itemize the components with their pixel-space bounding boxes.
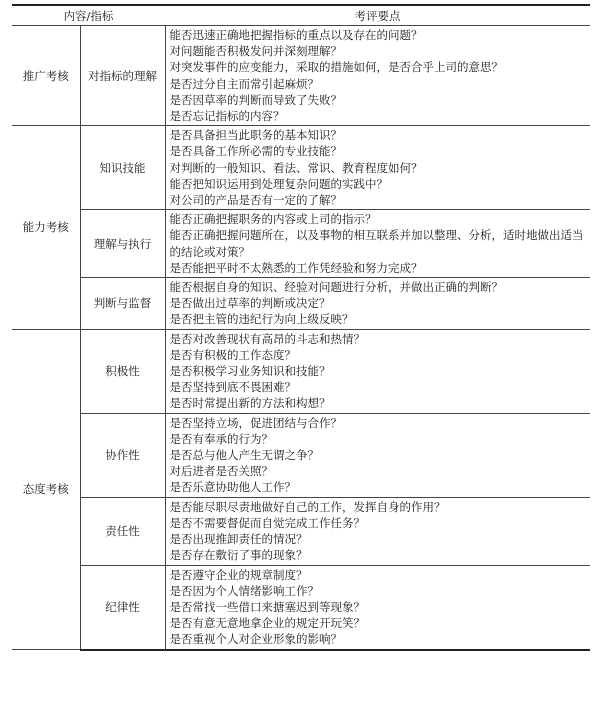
evaluation-point: 是否能尽职尽责地做好自己的工作，发挥自身的作用？	[169, 499, 446, 514]
evaluation-point: 对突发事件的应变能力，采取的措施如何，是否合乎上司的意思？	[169, 60, 503, 75]
evaluation-point: 是否对改善现状有高昂的斗志和热情？	[169, 331, 365, 346]
table-row	[12, 126, 590, 210]
indicator-cell: 对指标的理解	[80, 26, 165, 126]
evaluation-point: 对后进者是否关照？	[169, 464, 273, 479]
table-row	[12, 565, 590, 650]
evaluation-point: 能否根据自身的知识、经验对问题进行分析，并做出正确的判断？	[169, 280, 503, 295]
evaluation-point: 是否不需要督促而自觉完成工作任务？	[169, 515, 365, 530]
evaluation-point: 是否常找一些借口来搪塞迟到等现象？	[169, 599, 365, 614]
evaluation-point: 对判断的一般知识、看法、常识、教育程度如何？	[169, 160, 423, 175]
category-cell: 能力考核	[12, 126, 80, 329]
evaluation-point: 是否忘记指标的内容？	[169, 109, 285, 124]
points-cell	[165, 278, 590, 330]
indicator-cell: 理解与执行	[80, 210, 165, 278]
table-header-row	[12, 5, 590, 26]
evaluation-point: 是否因为个人情绪影响工作？	[169, 583, 319, 598]
indicator-cell: 责任性	[80, 497, 165, 565]
table-body	[12, 26, 590, 650]
indicator-cell: 知识技能	[80, 126, 165, 210]
header-points: 考评要点	[165, 5, 590, 26]
table-row	[12, 210, 590, 278]
points-cell	[165, 26, 590, 126]
table-row	[12, 497, 590, 565]
evaluation-point: 对问题能否积极发问并深刻理解？	[169, 44, 342, 59]
table-row	[12, 26, 590, 126]
evaluation-point: 是否总与他人产生无谓之争？	[169, 448, 319, 463]
evaluation-point: 能否正确把握职务的内容或上司的指示？	[169, 212, 377, 227]
evaluation-point: 是否积极学习业务知识和技能？	[169, 364, 331, 379]
evaluation-point: 是否有意无意地拿企业的规定开玩笑？	[169, 616, 365, 631]
evaluation-point: 是否因草率的判断而导致了失败？	[169, 92, 342, 107]
evaluation-point: 是否能把平时不太熟悉的工作凭经验和努力完成？	[169, 260, 423, 275]
header-indicator: 内容/指标	[12, 5, 165, 26]
evaluation-point: 是否遵守企业的规章制度？	[169, 567, 308, 582]
evaluation-point: 能否正确把握问题所在，以及事物的相互联系并加以整理、分析，适时地做出适当的结论或对策？	[169, 228, 584, 259]
evaluation-point: 是否存在敷衍了事的现象？	[169, 548, 308, 563]
category-cell: 态度考核	[12, 329, 80, 649]
evaluation-point: 是否坚持立场，促进团结与合作？	[169, 415, 342, 430]
points-cell	[165, 329, 590, 413]
points-cell	[165, 497, 590, 565]
evaluation-point: 能否把知识运用到处理复杂问题的实践中？	[169, 176, 388, 191]
evaluation-point: 能否迅速正确地把握指标的重点以及存在的问题？	[169, 28, 423, 42]
evaluation-point: 是否有奉承的行为？	[169, 431, 273, 446]
evaluation-point: 是否出现推卸责任的情况？	[169, 532, 308, 547]
table-row	[12, 329, 590, 413]
evaluation-point: 是否具备担当此职务的基本知识？	[169, 128, 342, 143]
evaluation-point: 对公司的产品是否有一定的了解？	[169, 193, 342, 208]
indicator-cell: 纪律性	[80, 565, 165, 650]
indicator-cell: 积极性	[80, 329, 165, 413]
points-cell	[165, 210, 590, 278]
evaluation-point: 是否具备工作所必需的专业技能？	[169, 144, 342, 159]
evaluation-point: 是否乐意协助他人工作？	[169, 480, 296, 495]
table-row	[12, 413, 590, 497]
evaluation-point: 是否做出过草率的判断或决定？	[169, 296, 331, 311]
points-cell	[165, 126, 590, 210]
evaluation-point: 是否时常提出新的方法和构想？	[169, 396, 331, 411]
evaluation-point: 是否过分自主而常引起麻烦？	[169, 76, 319, 91]
evaluation-table	[12, 4, 590, 651]
points-cell	[165, 413, 590, 497]
table-row	[12, 278, 590, 330]
indicator-cell: 协作性	[80, 413, 165, 497]
evaluation-point: 是否坚持到底不畏困难？	[169, 380, 296, 395]
category-cell: 推广考核	[12, 26, 80, 126]
evaluation-point: 是否把主管的违纪行为向上级反映？	[169, 312, 354, 327]
evaluation-point: 是否重视个人对企业形象的影响？	[169, 632, 342, 647]
evaluation-point: 是否有积极的工作态度？	[169, 347, 296, 362]
points-cell	[165, 565, 590, 650]
indicator-cell: 判断与监督	[80, 278, 165, 330]
